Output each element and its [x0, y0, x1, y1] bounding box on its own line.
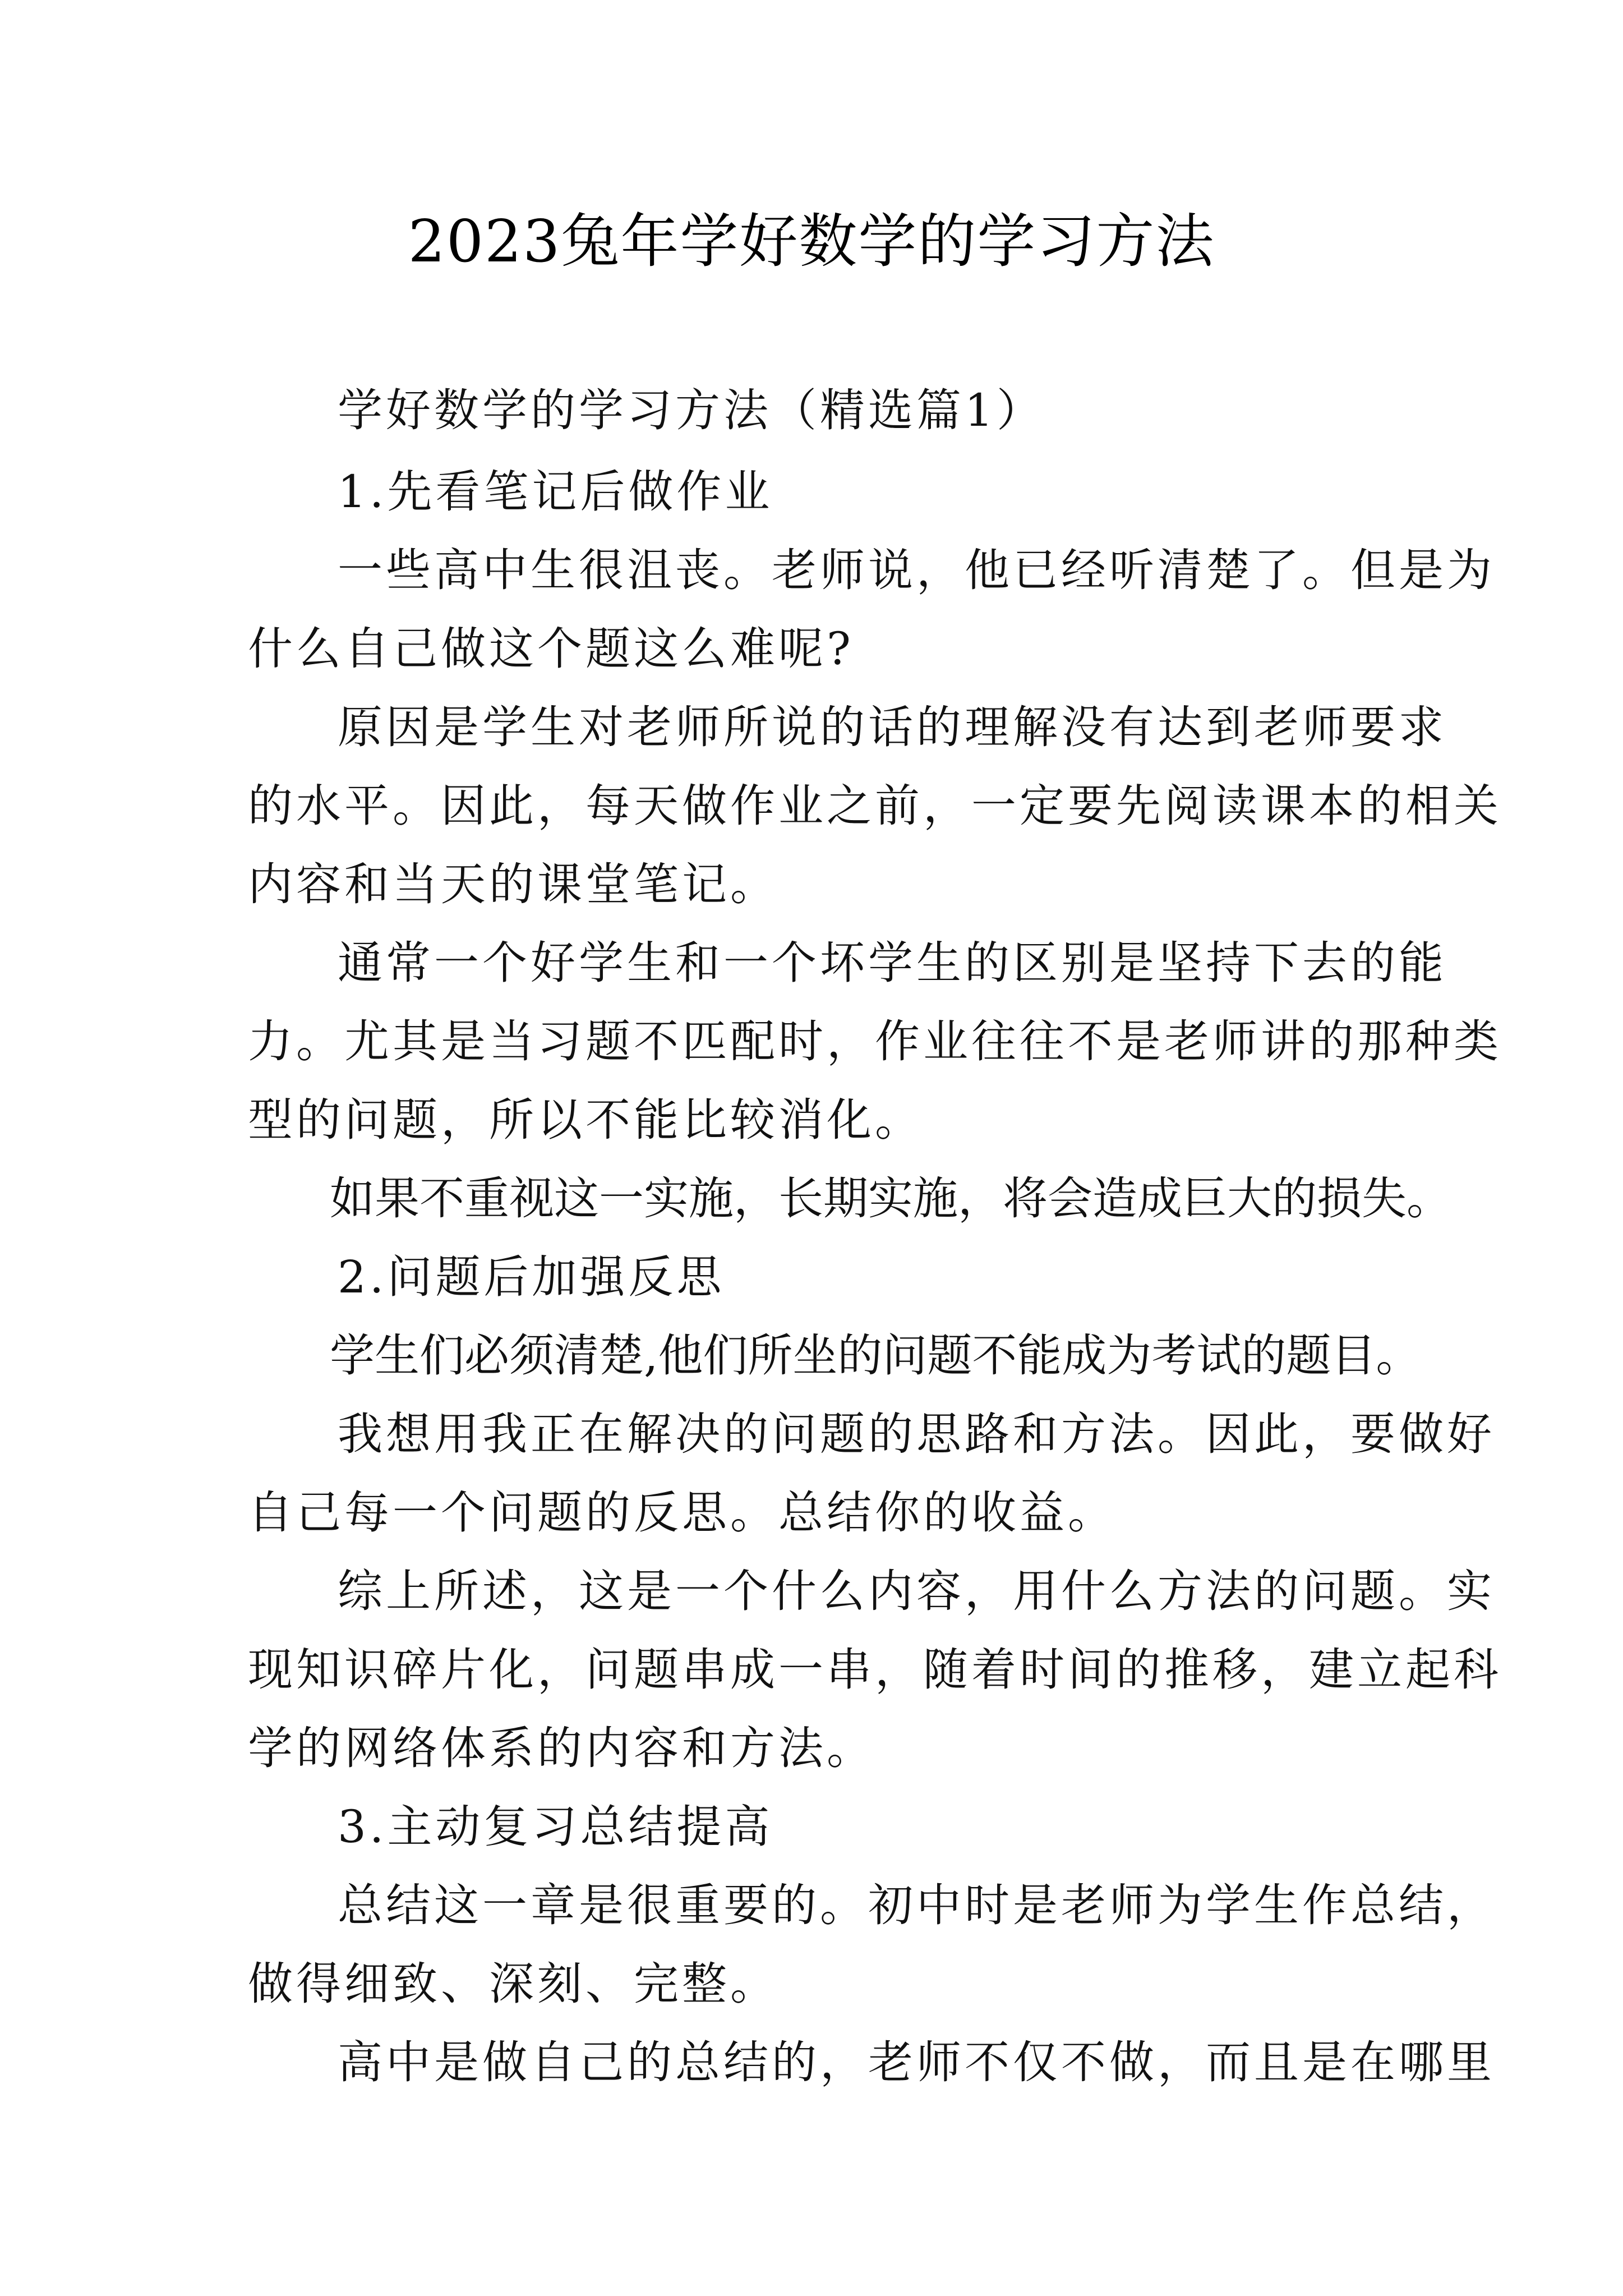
paragraph-line: 学生们必须清楚,他们所坐的问题不能成为考试的题目。: [330, 1329, 1421, 1382]
document-title: 2023兔年学好数学的学习方法: [408, 207, 1215, 275]
subheading: 1.先看笔记后做作业: [338, 466, 773, 518]
paragraph-line: 自己每一个问题的反思。总结你的收益。: [248, 1487, 1116, 1539]
paragraph-line: 型的问题，所以不能比较消化。: [248, 1094, 923, 1146]
subheading: 3.主动复习总结提高: [338, 1801, 773, 1853]
paragraph-line: 力。尤其是当习题不匹配时，作业往往不是老师讲的那种类: [248, 1015, 1502, 1068]
subheading: 2.问题后加强反思: [338, 1251, 725, 1303]
paragraph-line: 学的网络体系的内容和方法。: [248, 1722, 875, 1774]
paragraph-line: 做得细致、深刻、完整。: [248, 1958, 778, 2010]
paragraph-line: 综上所述，这是一个什么内容，用什么方法的问题。实: [338, 1565, 1495, 1617]
paragraph-line: 的水平。因此，每天做作业之前，一定要先阅读课本的相关: [248, 780, 1502, 832]
paragraph-line: 我想用我正在解决的问题的思路和方法。因此，要做好: [338, 1408, 1495, 1460]
paragraph-line: 总结这一章是很重要的。初中时是老师为学生作总结，: [338, 1879, 1495, 1931]
paragraph-line: 内容和当天的课堂笔记。: [248, 858, 778, 910]
paragraph-line: 一些高中生很沮丧。老师说，他已经听清楚了。但是为: [338, 544, 1495, 596]
paragraph-line: 如果不重视这一实施，长期实施，将会造成巨大的损失。: [330, 1172, 1451, 1225]
paragraph-line: 什么自己做这个题这么难呢?: [248, 623, 854, 675]
paragraph-line: 现知识碎片化，问题串成一串，随着时间的推移，建立起科: [248, 1644, 1502, 1696]
paragraph-line: 通常一个好学生和一个坏学生的区别是坚持下去的能: [338, 937, 1447, 989]
paragraph-line: 高中是做自己的总结的，老师不仅不做，而且是在哪里: [338, 2036, 1495, 2088]
section-heading: 学好数学的学习方法（精选篇1）: [338, 384, 1045, 436]
paragraph-line: 原因是学生对老师所说的话的理解没有达到老师要求: [338, 701, 1447, 753]
